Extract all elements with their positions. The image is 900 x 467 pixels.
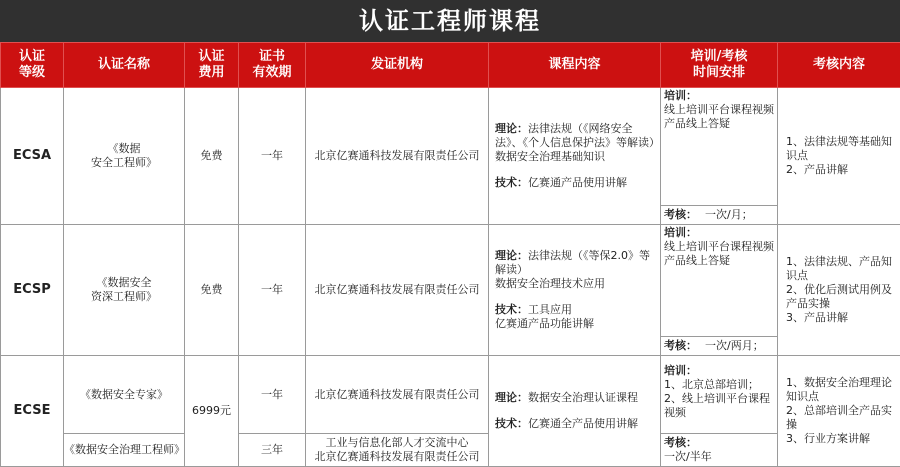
theory-label: 理论：: [495, 391, 528, 404]
cert-level: ECSA: [1, 88, 64, 225]
page-title: 认证工程师课程: [0, 0, 900, 42]
train-label: 培训：: [664, 364, 697, 377]
table-row: [1, 434, 900, 467]
exam-label: 考核：: [664, 339, 697, 352]
cert-fee: 免费: [185, 225, 239, 356]
cert-name: 《数据安全专家》: [64, 356, 185, 434]
exam-schedule: [661, 434, 778, 467]
tech-label: 技术：: [495, 417, 528, 430]
cert-level: ECSE: [1, 356, 64, 467]
cert-issuer: 工业与信息化部人才交流中心 北京亿赛通科技发展有限责任公司: [306, 434, 489, 467]
header-name: 认证名称: [64, 43, 185, 88]
theory-extra: 数据安全治理技术应用: [495, 277, 656, 291]
train-schedule: [661, 356, 778, 434]
header-validity: 证书 有效期: [239, 43, 306, 88]
tech-label: 技术：: [495, 176, 528, 189]
exam-label: 考核：: [664, 208, 697, 221]
header-course: 课程内容: [489, 43, 661, 88]
course-content: [489, 225, 661, 356]
tech-text: 亿赛通全产品使用讲解: [528, 417, 638, 430]
header-row: [1, 43, 900, 88]
header-fee: 认证 费用: [185, 43, 239, 88]
train-schedule: [661, 225, 778, 337]
course-table: [0, 42, 900, 467]
theory-label: 理论：: [495, 249, 528, 262]
cert-validity: 三年: [239, 434, 306, 467]
exam-content: 1、法律法规等基础知识点 2、产品讲解: [778, 88, 900, 225]
train-text: 1、北京总部培训； 2、线上培训平台课程视频: [664, 378, 774, 420]
cert-issuer: 北京亿赛通科技发展有限责任公司: [306, 88, 489, 225]
exam-label: 考核：: [664, 436, 697, 449]
theory-text: 法律法规（《网络安全法》、《个人信息保护法》等解读）: [495, 122, 660, 149]
theory-label: 理论：: [495, 122, 528, 135]
theory-text: 数据安全治理认证课程: [528, 391, 638, 404]
exam-time: 一次/半年: [664, 450, 774, 464]
tech-text: 工具应用: [528, 303, 572, 316]
cert-validity: 一年: [239, 225, 306, 356]
cert-name: 《数据 安全工程师》: [64, 88, 185, 225]
header-issuer: 发证机构: [306, 43, 489, 88]
theory-extra: 数据安全治理基础知识: [495, 150, 656, 164]
header-schedule: 培训/考核 时间安排: [661, 43, 778, 88]
exam-schedule: [661, 206, 778, 225]
cert-issuer: 北京亿赛通科技发展有限责任公司: [306, 225, 489, 356]
tech-extra: 亿赛通产品功能讲解: [495, 317, 656, 331]
tech-label: 技术：: [495, 303, 528, 316]
course-content: [489, 88, 661, 225]
exam-time: 一次/两月；: [705, 339, 764, 352]
cert-fee: 6999元: [185, 356, 239, 467]
table-row: [1, 356, 900, 434]
table-row: [1, 88, 900, 206]
header-level: 认证 等级: [1, 43, 64, 88]
cert-level: ECSP: [1, 225, 64, 356]
train-label: 培训：: [664, 226, 697, 239]
train-label: 培训：: [664, 89, 697, 102]
cert-issuer: 北京亿赛通科技发展有限责任公司: [306, 356, 489, 434]
cert-fee: 免费: [185, 88, 239, 225]
table-row: [1, 225, 900, 337]
cert-name: 《数据安全治理工程师》: [64, 434, 185, 467]
exam-schedule: [661, 337, 778, 356]
cert-validity: 一年: [239, 88, 306, 225]
cert-name: 《数据安全 资深工程师》: [64, 225, 185, 356]
cert-validity: 一年: [239, 356, 306, 434]
train-text: 线上培训平台课程视频 产品线上答疑: [664, 103, 774, 131]
course-content: [489, 356, 661, 467]
exam-content: 1、数据安全治理理论知识点 2、总部培训全产品实操 3、行业方案讲解: [778, 356, 900, 467]
train-text: 线上培训平台课程视频 产品线上答疑: [664, 240, 774, 268]
exam-time: 一次/月；: [705, 208, 753, 221]
tech-text: 亿赛通产品使用讲解: [528, 176, 627, 189]
train-schedule: [661, 88, 778, 206]
header-exam-content: 考核内容: [778, 43, 900, 88]
theory-text: 法律法规（《等保2.0》等解读）: [495, 249, 650, 276]
exam-content: 1、法律法规、产品知识点 2、优化后测试用例及产品实操 3、产品讲解: [778, 225, 900, 356]
